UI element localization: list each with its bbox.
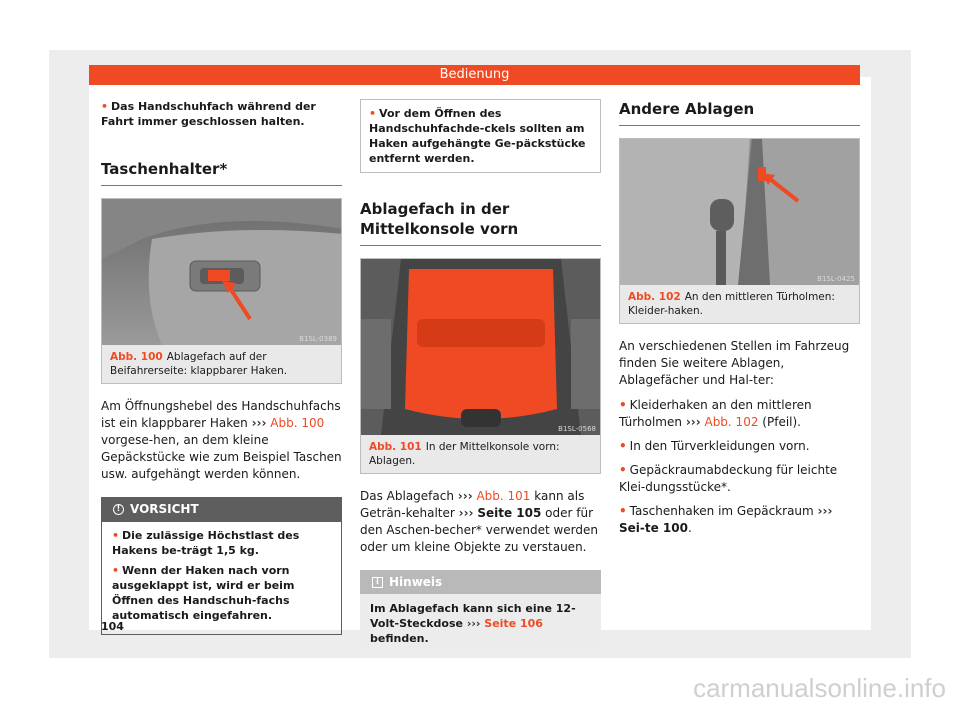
image-code: B1SL-0425	[817, 275, 855, 283]
warning-continuation: • Das Handschuhfach während der Fahrt immer geschlossen halten.	[101, 100, 316, 128]
caution-item: • Wenn der Haken nach vorn ausgeklappt ist, wird er beim Öffnen des Handschuh-fachs automatisch eingefahren.	[112, 564, 295, 622]
image-code: B1SL-0389	[299, 335, 337, 343]
column-2	[360, 99, 601, 653]
bullet-icon: •	[101, 100, 109, 113]
link-abb-100[interactable]: Abb. 100	[270, 416, 325, 430]
note-body: Im Ablagefach kann sich eine 12-Volt-Steckdose ››› Seite 106 befinden.	[360, 594, 601, 653]
note-header: i Hinweis	[360, 570, 601, 594]
figure-100-caption: Abb. 100 Ablagefach auf der Beifahrerseite: klappbarer Haken.	[102, 345, 341, 383]
list-item: • Taschenhaken im Gepäckraum ››› Sei-te 100.	[619, 504, 833, 535]
page-number: 104	[101, 620, 124, 633]
image-code: B1SL-0568	[558, 425, 596, 433]
link-abb-102[interactable]: Abb. 102	[704, 415, 759, 429]
figure-102-image	[620, 139, 859, 285]
figure-102	[619, 138, 860, 324]
figure-101	[360, 258, 601, 474]
storage-list	[619, 397, 860, 537]
watermark: carmanualsonline.info	[693, 673, 946, 703]
figure-100	[101, 198, 342, 384]
figure-100-image	[102, 199, 341, 345]
list-item: • Kleiderhaken an den mittleren Türholmen ››› Abb. 102 (Pfeil).	[619, 398, 812, 429]
section-heading-mittelkonsole: Ablagefach in der Mittelkonsole vorn	[360, 199, 601, 246]
figure-101-image	[361, 259, 600, 435]
column-3	[619, 99, 860, 544]
note-box	[360, 570, 601, 653]
section-heading-andere-ablagen: Andere Ablagen	[619, 99, 860, 126]
list-item: • Gepäckraumabdeckung für leichte Klei-dungsstücke*.	[619, 463, 838, 494]
section-header: Bedienung	[89, 65, 860, 85]
figure-101-caption: Abb. 101 In der Mittelkonsole vorn: Ablagen.	[361, 435, 600, 473]
glovebox-illustration	[102, 199, 341, 345]
caution-body	[101, 521, 342, 635]
caution-item: • Die zulässige Höchstlast des Hakens be-trägt 1,5 kg.	[112, 529, 300, 557]
section-heading-taschenhalter: Taschenhalter*	[101, 159, 342, 186]
link-abb-101[interactable]: Abb. 101	[476, 489, 531, 503]
intro-paragraph: An verschiedenen Stellen im Fahrzeug finden Sie weitere Ablagen, Ablagefächer und Hal-ter:	[619, 339, 850, 387]
link-seite-106[interactable]: Seite 106	[484, 617, 543, 630]
link-seite-105[interactable]: Seite 105	[477, 506, 542, 520]
caution-header: ! VORSICHT	[101, 497, 342, 521]
link-seite-100[interactable]: Sei-te 100	[619, 521, 688, 535]
info-icon: i	[372, 577, 383, 588]
console-illustration	[361, 259, 600, 435]
figure-102-caption: Abb. 102 An den mittleren Türholmen: Kleider-haken.	[620, 285, 859, 323]
warning-continuation-box: • Vor dem Öffnen des Handschuhfachde-ckels sollten am Haken aufgehängte Ge-päckstücke entfernt werden.	[360, 99, 601, 173]
door-pillar-illustration	[620, 139, 859, 285]
column-1	[101, 99, 342, 635]
list-item: • In den Türverkleidungen vorn.	[619, 439, 810, 453]
body-paragraph: Das Ablagefach ››› Abb. 101 kann als Geträn-kehalter ››› Seite 105 oder für den Aschen-becher* verwendet werden oder um kleine Objekte zu verstauen.	[360, 489, 599, 554]
body-paragraph: Am Öffnungshebel des Handschuhfachs ist ein klappbarer Haken ››› Abb. 100 vorgese-hen, an dem kleine Gepäckstücke wie zum Beispiel Taschen usw. aufgehängt werden können.	[101, 399, 342, 481]
caution-box	[101, 497, 342, 635]
warning-circle-icon: !	[113, 504, 124, 515]
